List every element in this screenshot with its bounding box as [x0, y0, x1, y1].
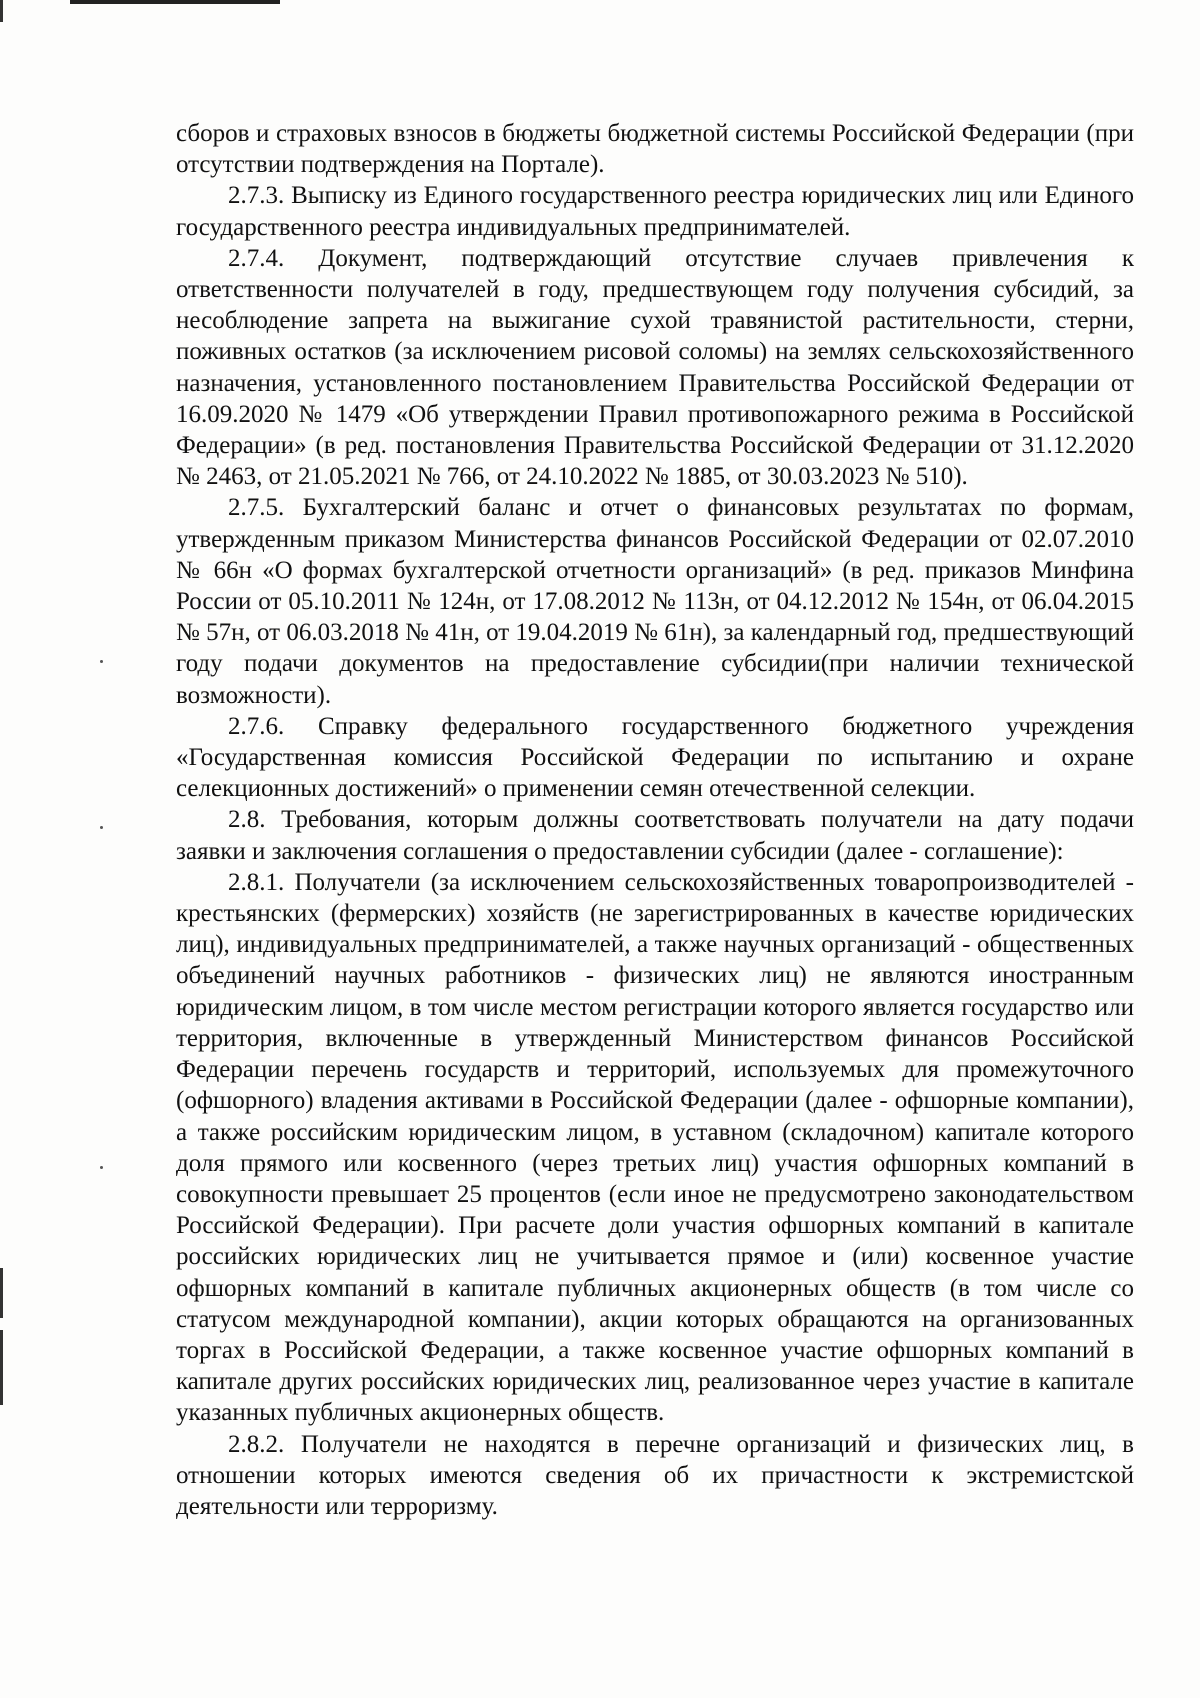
- scan-artifact-dot: [100, 660, 103, 663]
- paragraph-2-7-3: 2.7.3. Выписку из Единого государственного реестра юридических лиц или Единого государственного реестра индивидуальных предпринимателей.: [176, 182, 1134, 241]
- paragraph-2-7-4: 2.7.4. Документ, подтверждающий отсутствие случаев привлечения к ответственности получателей в году, предшествующем году получения субсидий, за несоблюдение запрета на выжигание сухой травянистой растительности, стерни, поживных остатков (за исключением рисовой соломы) на землях сельскохозяйственного назначения, установленного постановлением Правительства Российской Федерации от 16.09.2020 № 1479 «Об утверждении Правил противопожарного режима в Российской Федерации» (в ред. постановления Правительства Российской Федерации от 31.12.2020 № 2463, от 21.05.2021 № 766, от 24.10.2022 № 1885, от 30.03.2023 № 510).: [176, 244, 1134, 491]
- scan-artifact-line: [70, 0, 280, 4]
- paragraph-2-8-1: 2.8.1. Получатели (за исключением сельскохозяйственных товаропроизводителей - крестьянских (фермерских) хозяйств (не зарегистрированных в качестве юридических лиц), индивидуальных предпринимателей, а также научных организаций - общественных объединений научных работников - физических лиц) не являются иностранным юридическим лицом, в том числе местом регистрации которого является государство или территория, включенные в утвержденный Министерством финансов Российской Федерации перечень государств и территорий, используемых для промежуточного (офшорного) владения активами в Российской Федерации (далее - офшорные компании), а также российским юридическим лицом, в уставном (складочном) капитале которого доля прямого или косвенного (через третьих лиц) участия офшорных компаний в совокупности превышает 25 процентов (если иное не предусмотрено законодательством Российской Федерации). При расчете доли участия офшорных компаний в капитале российских юридических лиц не учитывается прямое и (или) косвенное участие офшорных компаний в капитале публичных акционерных обществ (в том числе со статусом международной компании), акции которых обращаются на организованных торгах в Российской Федерации, а также косвенное участие офшорных компаний в капитале других российских юридических лиц, реализованное через участие в капитале указанных публичных акционерных обществ.: [176, 868, 1134, 1427]
- paragraph-2-8: 2.8. Требования, которым должны соответствовать получатели на дату подачи заявки и заключения соглашения о предоставлении субсидии (далее - соглашение):: [176, 806, 1134, 865]
- scan-artifact-dot: [100, 1166, 103, 1169]
- scan-artifact-dot: [100, 826, 103, 829]
- paragraph-2-7-5: 2.7.5. Бухгалтерский баланс и отчет о финансовых результатах по формам, утвержденным приказом Министерства финансов Российской Федерации от 02.07.2010 № 66н «О формах бухгалтерской отчетности организаций» (в ред. приказов Минфина России от 05.10.2011 № 124н, от 17.08.2012 № 113н, от 04.12.2012 № 154н, от 06.04.2015 № 57н, от 06.03.2018 № 41н, от 19.04.2019 № 61н), за календарный год, предшествующий году подачи документов на предоставление субсидии(при наличии технической возможности).: [176, 494, 1134, 709]
- paragraph-continuation: сборов и страховых взносов в бюджеты бюджетной системы Российской Федерации (при отсутствии подтверждения на Портале).: [176, 120, 1134, 179]
- scan-artifact-mark: [0, 1268, 3, 1318]
- scan-artifact-mark: [0, 0, 3, 22]
- paragraph-2-7-6: 2.7.6. Справку федерального государственного бюджетного учреждения «Государственная комиссия Российской Федерации по испытанию и охране селекционных достижений» о применении семян отечественной селекции.: [176, 712, 1134, 803]
- document-body: [176, 118, 1134, 1522]
- scan-artifact-mark: [0, 1330, 3, 1405]
- paragraph-2-8-2: 2.8.2. Получатели не находятся в перечне организаций и физических лиц, в отношении которых имеются сведения об их причастности к экстремистской деятельности или терроризму.: [176, 1430, 1134, 1520]
